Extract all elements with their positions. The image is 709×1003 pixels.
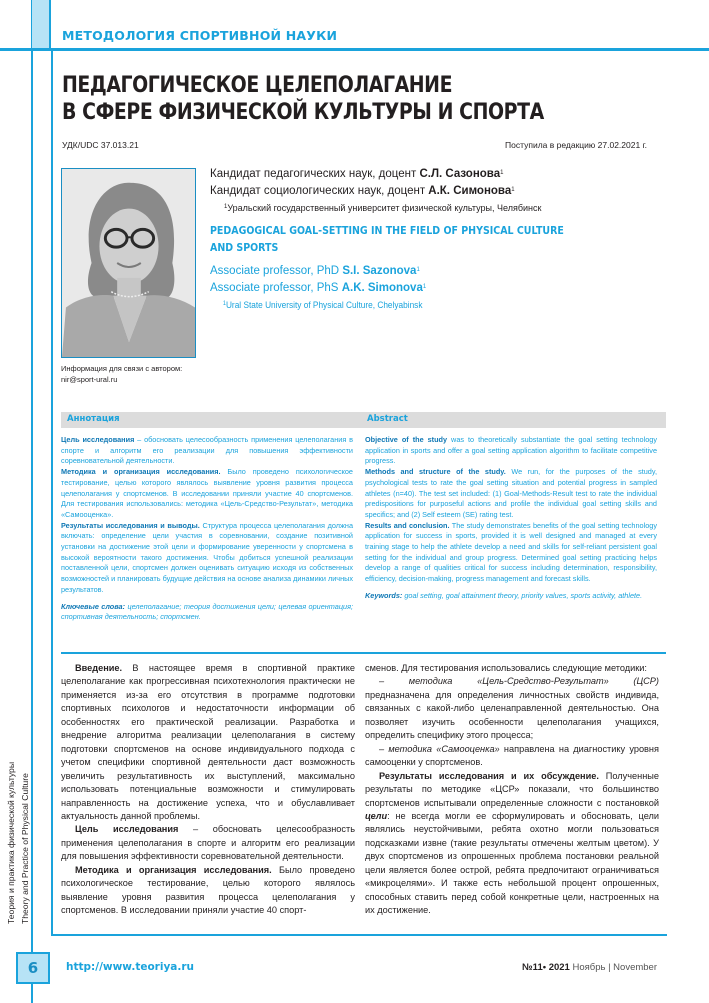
abstract-heading-ru: Аннотация bbox=[67, 414, 120, 424]
issue-month: Ноябрь | November bbox=[569, 962, 657, 973]
abstract-label: Методика и организация исследования. bbox=[61, 467, 221, 477]
margin-line-inner bbox=[51, 48, 53, 936]
footnote-marker: 1 bbox=[422, 284, 427, 290]
paragraph-goal bbox=[61, 823, 355, 863]
abstract-results bbox=[61, 521, 353, 596]
paragraph-intro bbox=[61, 662, 355, 823]
paragraph-text: предназначена для определения личностных свойств индивида, связанных с какой-либо целенаправленной деятельностью. Она позволяет изучить особенности целеполагания учащихся, определить специфику этого процесса; bbox=[365, 689, 659, 741]
author-ru-2 bbox=[210, 183, 541, 200]
paragraph-heading: Введение. bbox=[75, 663, 123, 673]
paragraph-text: – обосновать целесообразность применения целеполагания в спорте и алгоритм его реализации для повышения эффективности соревновательной деятельности. bbox=[61, 824, 355, 862]
issue-info bbox=[522, 962, 657, 973]
abstract-keywords bbox=[365, 591, 657, 602]
author-name: С.Л. Сазонова bbox=[419, 168, 501, 180]
abstract-text: was to theoretically substantiate the goal setting technology application in sports and offer a goal setting application algorithm to facilitate competitive progress. bbox=[365, 435, 657, 466]
paragraph-heading: Цель исследования bbox=[75, 824, 179, 835]
portrait-image bbox=[62, 169, 195, 357]
footnote-marker: 1 bbox=[500, 170, 504, 176]
header-rule bbox=[0, 48, 709, 51]
body-column-left bbox=[61, 662, 355, 918]
footnote-marker: 1 bbox=[416, 267, 420, 273]
paragraph-text: Полученные результаты по методике «ЦСР» показали, что большинство спортсменов испытывали определенные сложности с постановкой bbox=[365, 770, 659, 808]
journal-url-link[interactable]: http://www.teoriya.ru bbox=[66, 961, 195, 973]
article-title-en-line-1: PEDAGOGICAL GOAL-SETTING IN THE FIELD OF PHYSICAL CULTURE bbox=[210, 224, 564, 237]
footnote-marker: 1 bbox=[224, 204, 228, 210]
paragraph-text: Было проведено психологическое тестирование, целью которого являлось выявление уровня развития процесса целеполагания у спортсменов. В исследовании приняли участие 40 спорт- bbox=[61, 864, 355, 916]
author-role: Кандидат социологических наук, доцент bbox=[210, 185, 429, 197]
footnote-marker: 1 bbox=[511, 187, 515, 193]
authors-en bbox=[210, 263, 441, 313]
keywords-text: goal setting, goal attainment theory, priority values, sports activity, athlete. bbox=[402, 590, 643, 600]
abstract-label: Результаты исследования и выводы. bbox=[61, 520, 200, 530]
issue-number: №11• 2021 bbox=[522, 962, 570, 973]
article-title-en bbox=[210, 222, 564, 256]
author-en-2 bbox=[210, 280, 441, 297]
body-column-right bbox=[365, 662, 659, 918]
paragraph-methods bbox=[61, 864, 355, 918]
spine-title-ru: Теория и практика физической культуры bbox=[6, 761, 16, 924]
abstract-methods bbox=[365, 467, 657, 521]
author-en-1 bbox=[210, 263, 441, 280]
list-item-method-1 bbox=[365, 675, 659, 742]
received-date: Поступила в редакцию 27.02.2021 г. bbox=[505, 140, 647, 150]
abstract-keywords bbox=[61, 602, 353, 623]
author-name: А.К. Симонова bbox=[428, 185, 512, 197]
abstract-ru bbox=[61, 435, 353, 623]
abstract-text: – обосновать целесообразность применения целеполагания в спорте и алгоритм его реализации для повышения эффективности соревновательной деятельности. bbox=[61, 435, 353, 466]
method-name: – методика «Цель-Средство-Результат» (ЦСР) bbox=[379, 676, 659, 687]
abstract-label: Results and conclusion. bbox=[365, 520, 450, 530]
section-title: МЕТОДОЛОГИЯ СПОРТИВНОЙ НАУКИ bbox=[62, 28, 338, 43]
author-ru-1 bbox=[210, 166, 541, 183]
journal-spine-title bbox=[4, 762, 32, 924]
body-bottom-rule bbox=[51, 934, 667, 936]
article-title-line-1: ПЕДАГОГИЧЕСКОЕ ЦЕЛЕПОЛАГАНИЕ bbox=[62, 73, 453, 98]
abstract-text: Было проведено психологическое тестирование, целью которого являлось выявление уровня развития процесса целеполагания у спортсменов. В исследовании приняли участие 40 спортсменов. Для тестирования использовались: методика «Цель-Средство-Результат», методика «Самооценка». bbox=[61, 467, 353, 519]
abstract-text: The study demonstrates benefits of the goal setting technology application for success in sports, provided it is well designed and managed at every training stage to help the athlete develop a need and skills for self-reliant persistent goal setting for the individual and group progress. Determined goal setting practicing helps develop a range of qualities critical for success including determination, responsibility, efficiency, decision-making, progress management and forecast skills. bbox=[365, 520, 657, 584]
abstract-en bbox=[365, 435, 657, 602]
paragraph-continued: сменов. Для тестирования использовались следующие методики: bbox=[365, 663, 647, 673]
footnote-marker: 1 bbox=[222, 301, 226, 307]
abstract-label: Цель исследования bbox=[61, 435, 135, 444]
keywords-label: Ключевые слова: bbox=[61, 601, 126, 611]
abstract-label: Methods and structure of the study. bbox=[365, 467, 506, 477]
abstract-results bbox=[365, 521, 657, 585]
author-role: Associate professor, PhD bbox=[210, 265, 343, 277]
abstract-text: We run, for the purposes of the study, psychological tests to rate the goal setting situation and potential progress in sampled athletes (n=40). The test set included: (1) Goal-Methods-Result test to rate the individual predispositions for purposeful actions and profile the individual goal setting skills and specifics; and (2) Self esteem (SE) rating test. bbox=[365, 467, 657, 519]
contact-label: Информация для связи с автором: bbox=[61, 364, 183, 373]
udc-code: УДК/UDC 37.013.21 bbox=[62, 140, 139, 150]
author-name: S.I. Sazonova bbox=[342, 265, 417, 277]
contact-info bbox=[61, 363, 182, 385]
abstract-text: Структура процесса целеполагания должна включать: определение цели участия в соревновании, создание позитивной установки на достижение этой цели и формирование уверенности у спортсмена в высокой вероятности такого достижения. Чтобы добиться успешной реализации поставленной цели, спортсмен должен оценивать ситуацию исходя из собственных возможностей и планировать будущие действия на основе анализа динамики личных результатов. bbox=[61, 520, 353, 594]
author-role: Associate professor, PhS bbox=[210, 282, 342, 294]
abstract-header-bar bbox=[61, 412, 666, 428]
list-item-method-2 bbox=[365, 743, 659, 770]
margin-band bbox=[32, 0, 51, 48]
affiliation-ru bbox=[210, 200, 541, 216]
author-role: Кандидат педагогических наук, доцент bbox=[210, 168, 420, 180]
article-title-line-2: В СФЕРЕ ФИЗИЧЕСКОЙ КУЛЬТУРЫ И СПОРТА bbox=[62, 100, 544, 125]
article-title-en-line-2: AND SPORTS bbox=[210, 241, 279, 254]
authors-ru bbox=[210, 166, 541, 216]
affiliation-text: Ural State University of Physical Culture, Chelyabinsk bbox=[225, 300, 423, 310]
keywords-label: Keywords: bbox=[365, 590, 403, 600]
article-title bbox=[62, 72, 544, 126]
abstract-objective bbox=[365, 435, 657, 467]
paragraph-heading: Результаты исследования и их обсуждение. bbox=[379, 770, 599, 781]
abstract-bottom-rule bbox=[61, 652, 666, 654]
author-photo bbox=[61, 168, 196, 358]
keywords-text: целеполагание; теория достижения цели; целевая ориентация; спортивная деятельность; спортсмен. bbox=[61, 601, 353, 622]
affiliation-en bbox=[210, 297, 422, 313]
abstract-objective bbox=[61, 435, 353, 467]
paragraph-text: : не всегда могли ее сформулировать и обосновать, цели являлись неустойчивыми, ребята охотно могли пользоваться подсказками извне (такие результаты отмечены желтым цветом). У двух спортсменов из опрошенных проблема постановки реальной цели является более острой, ребята предпочитают ограничиваться «микроцелями». И также есть небольшой процент опрошенных, способных ставить перед собой конкретные цели, настроенных на их достижение. bbox=[365, 810, 659, 916]
author-name: A.K. Simonova bbox=[341, 282, 423, 294]
abstract-label: Objective of the study bbox=[365, 435, 448, 444]
abstract-heading-en: Abstract bbox=[367, 414, 408, 424]
affiliation-text: Уральский государственный университет физической культуры, Челябинск bbox=[227, 203, 542, 213]
emphasis: цели bbox=[365, 810, 388, 821]
abstract-methods bbox=[61, 467, 353, 521]
page-number: 6 bbox=[16, 952, 50, 984]
paragraph-text: В настоящее время в спортивной практике целеполагание как прогрессивная психотехнология практически не применяется из-за его отсутствия в программе подготовки спортивных психологов и недостаточности информации об особенностях его практической реализации. Разработка и внедрение алгоритма реализации целеполагания в систему подготовки спортсменов на основе индивидуального подхода с учетом специфики спортивной деятельности даст возможность увеличить результативность их выступлений, максимально использовать потенциальные возможности и стимулировать направленность на достижение успеха, что и обуславливает актуальность данной проблемы. bbox=[61, 663, 355, 821]
paragraph-results bbox=[365, 770, 659, 918]
paragraph-heading: Методика и организация исследования. bbox=[75, 864, 272, 875]
spine-title-en: Theory and Practice of Physical Culture bbox=[20, 773, 30, 924]
method-name: – методика «Самооценка» bbox=[379, 743, 500, 754]
paragraph-text: направлена на диагностику уровня самооценки у спортсменов. bbox=[365, 743, 659, 768]
contact-email[interactable]: nir@sport-ural.ru bbox=[61, 375, 118, 384]
